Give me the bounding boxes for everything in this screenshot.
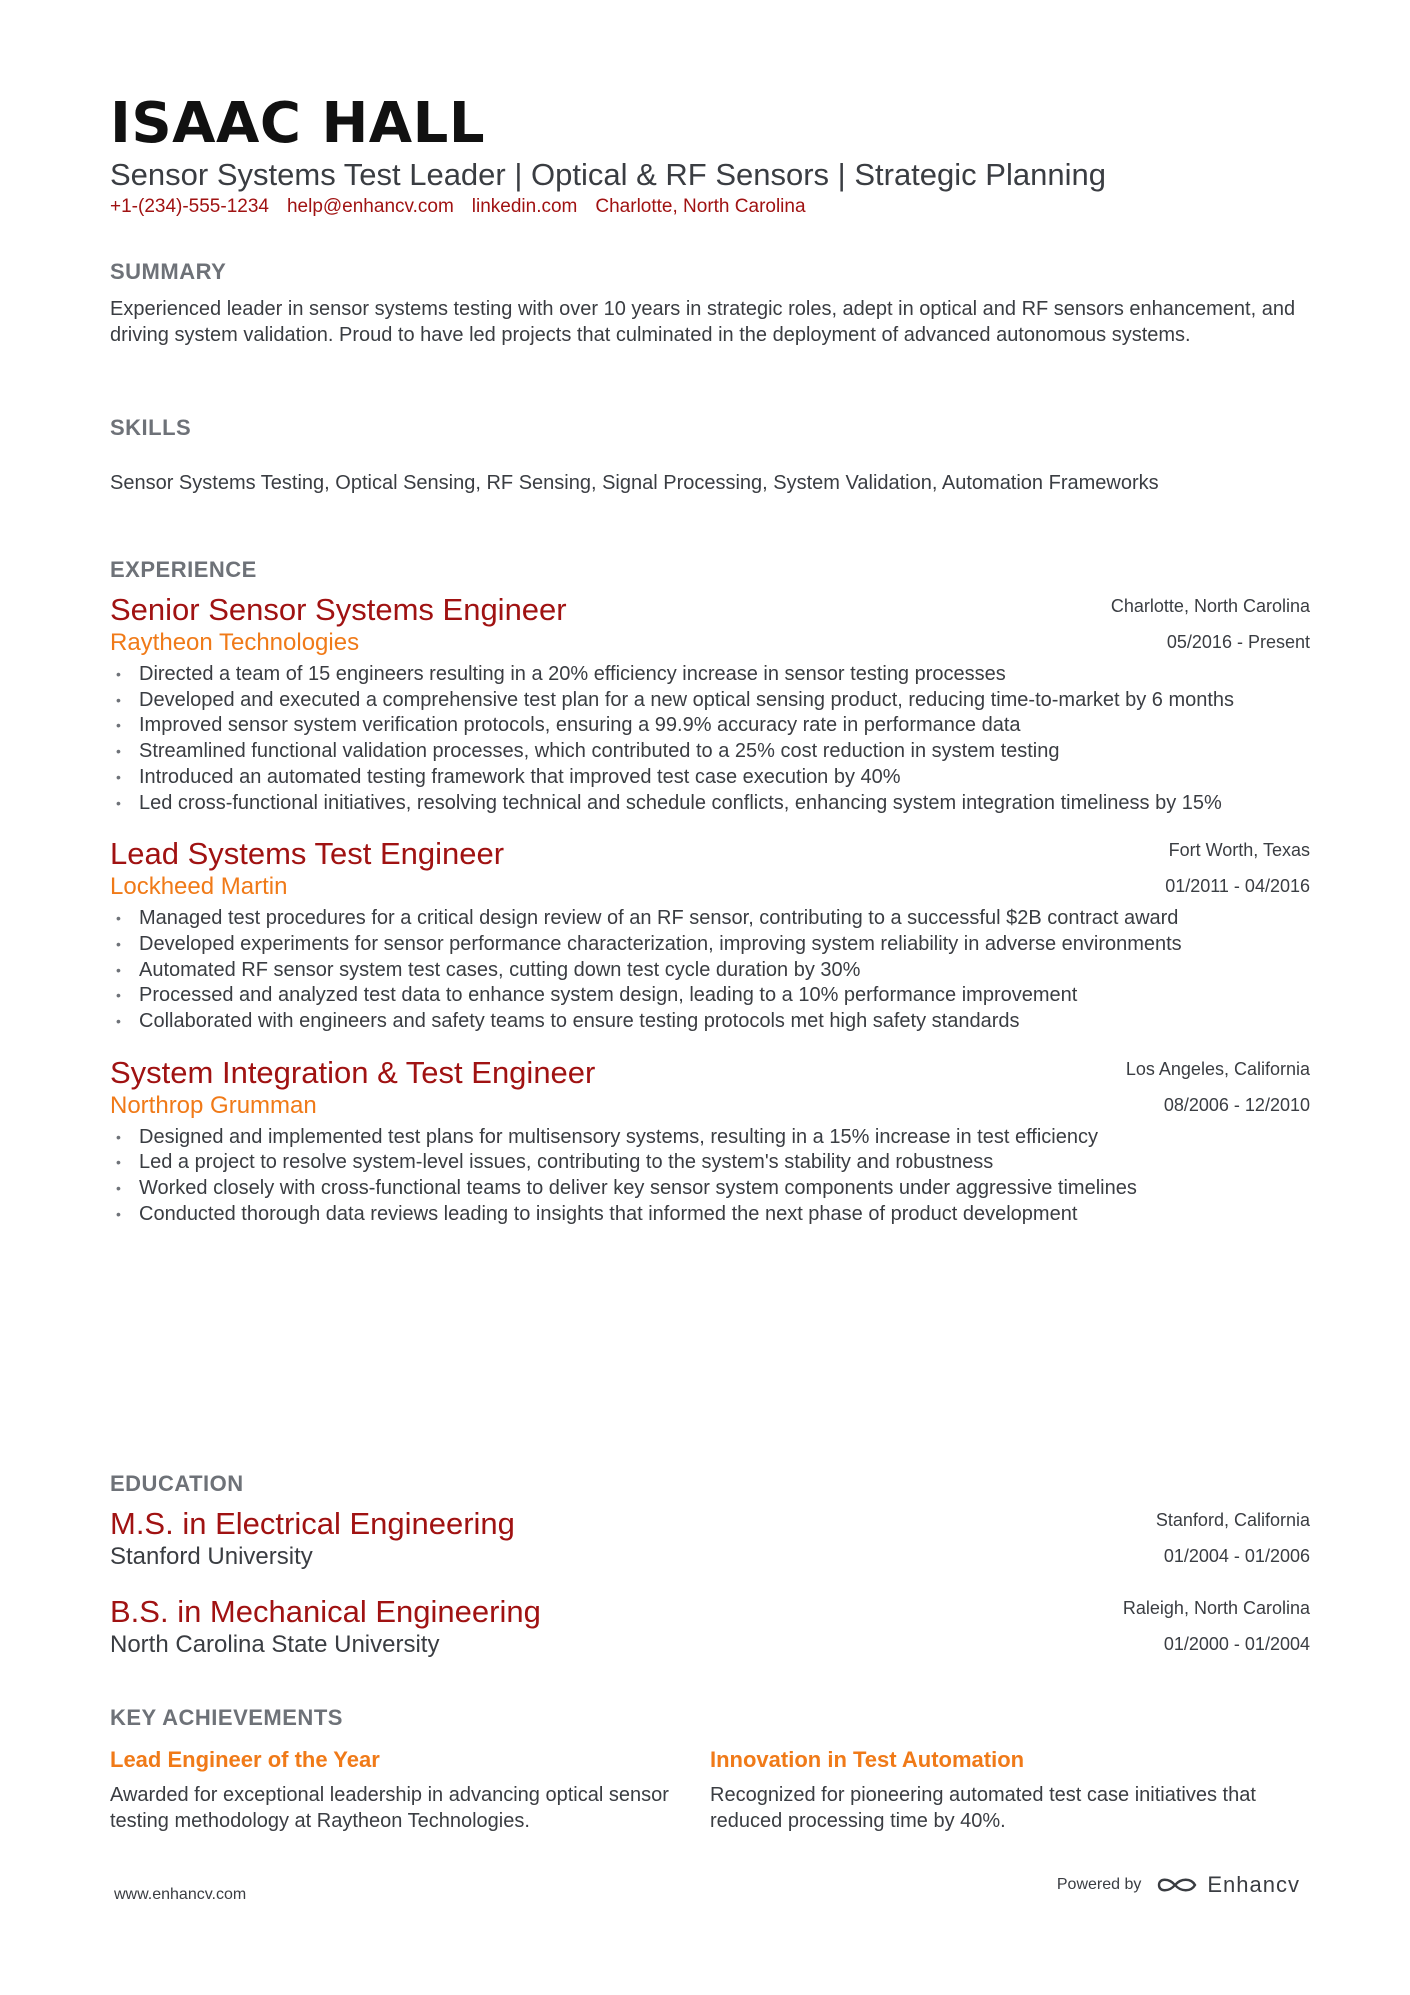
headline: Sensor Systems Test Leader | Optical & RF Sensors | Strategic Planning [110,157,1106,192]
list-item: • Directed a team of 15 engineers resulting in a 20% efficiency increase in sensor testing processes [110,662,1305,688]
job-dates: 08/2006 - 12/2010 [1163,1094,1310,1115]
resume-page [110,91,1310,1832]
education-entry [110,1594,1310,1660]
achievement-title: Lead Engineer of the Year [110,1747,380,1772]
job-bullets [110,662,1305,816]
achievement-title: Innovation in Test Automation [710,1747,1025,1772]
list-item: • Streamlined functional validation processes, which contributed to a 25% cost reduction in system testing [110,739,1305,765]
job-company: Raytheon Technologies [110,629,360,656]
list-item: • Conducted thorough data reviews leading to insights that informed the next phase of product development [110,1202,1305,1228]
job-bullets [110,1125,1305,1228]
education-title: EDUCATION [110,1471,244,1496]
skills-text: Sensor Systems Testing, Optical Sensing, RF Sensing, Signal Processing, System Validation, Automation Frameworks [110,472,1159,494]
list-item: • Introduced an automated testing framework that improved test case execution by 40% [110,765,1305,791]
list-item: • Led cross-functional initiatives, resolving technical and schedule conflicts, enhancing system integration timeliness by 15% [110,791,1305,817]
job-bullets [110,906,1305,1035]
education-section [110,1470,1310,1660]
contact-row [110,196,1310,218]
job-company: Lockheed Martin [110,873,288,901]
achievement-desc: Awarded for exceptional leadership in advancing optical sensor testing methodology at Raytheon Technologies. [110,1784,669,1832]
footer-site-link[interactable]: www.enhancv.com [114,1886,247,1903]
summary-section [110,258,1310,348]
degree: M.S. in Electrical Engineering [110,1506,515,1541]
job-entry [110,592,1310,816]
education-dates: 01/2004 - 01/2006 [1163,1546,1310,1566]
location: Charlotte, North Carolina [595,196,806,217]
powered-by-label: Powered by [1056,1876,1142,1893]
school: Stanford University [110,1543,313,1570]
education-entry [110,1506,1310,1572]
degree: B.S. in Mechanical Engineering [110,1594,541,1629]
job-location: Charlotte, North Carolina [1110,596,1310,616]
education-dates: 01/2000 - 01/2004 [1163,1634,1310,1654]
list-item: • Developed and executed a comprehensive test plan for a new optical sensing product, reducing time-to-market by 6 months [110,688,1305,714]
list-item: • Automated RF sensor system test cases, cutting down test cycle duration by 30% [110,958,1305,984]
phone[interactable]: +1-(234)-555-1234 [110,196,269,217]
job-entry [110,1055,1310,1228]
footer-brand [1057,1872,1300,1898]
job-location: Los Angeles, California [1125,1058,1310,1079]
achievements-grid [110,1746,1310,1834]
list-item: • Collaborated with engineers and safety teams to ensure testing protocols met high safety standards [110,1009,1305,1035]
school: North Carolina State University [110,1631,440,1658]
experience-title: EXPERIENCE [110,557,257,582]
job-title: System Integration & Test Engineer [110,1054,596,1090]
list-item: • Managed test procedures for a critical design review of an RF sensor, contributing to a successful $2B contract award [110,906,1305,932]
enhancv-logo-icon [1155,1873,1199,1897]
job-location: Fort Worth, Texas [1168,840,1310,861]
list-item: • Designed and implemented test plans for multisensory systems, resulting in a 15% increase in test efficiency [110,1125,1305,1151]
list-item: • Developed experiments for sensor performance characterization, improving system reliability in adverse environments [110,932,1305,958]
brand-name: Enhancv [1207,1872,1300,1897]
job-dates: 01/2011 - 04/2016 [1165,876,1310,897]
experience-section [110,556,1310,1228]
linkedin-link[interactable]: linkedin.com [471,196,578,217]
candidate-name: ISAAC HALL [110,91,486,156]
list-item: • Processed and analyzed test data to enhance system design, leading to a 10% performance improvement [110,983,1305,1009]
job-title: Senior Sensor Systems Engineer [110,592,567,627]
job-company: Northrop Grumman [110,1091,317,1119]
email[interactable]: help@enhancv.com [286,196,454,217]
achievement-desc: Recognized for pioneering automated test case initiatives that reduced processing time by 40%. [710,1784,1256,1832]
skills-section [110,414,1310,496]
achievements-section [110,1704,1310,1834]
brand[interactable] [1155,1872,1300,1898]
list-item: • Improved sensor system verification protocols, ensuring a 99.9% accuracy rate in performance data [110,713,1305,739]
summary-text: Experienced leader in sensor systems testing with over 10 years in strategic roles, adept in optical and RF sensors enhancement, and driving system validation. Proud to have led projects that culminated in the deployment of advanced autonomous systems. [110,298,1296,346]
achievement-item [710,1746,1310,1834]
skills-title: SKILLS [110,415,192,440]
summary-title: SUMMARY [110,259,227,284]
job-entry [110,836,1310,1035]
education-location: Raleigh, North Carolina [1122,1598,1310,1618]
list-item: • Worked closely with cross-functional teams to deliver key sensor system components under aggressive timelines [110,1176,1305,1202]
achievement-item [110,1746,710,1834]
job-title: Lead Systems Test Engineer [110,836,505,872]
job-dates: 05/2016 - Present [1166,632,1310,652]
education-location: Stanford, California [1155,1510,1310,1530]
achievements-title: KEY ACHIEVEMENTS [110,1705,343,1730]
list-item: • Led a project to resolve system-level issues, contributing to the system's stability and robustness [110,1150,1305,1176]
